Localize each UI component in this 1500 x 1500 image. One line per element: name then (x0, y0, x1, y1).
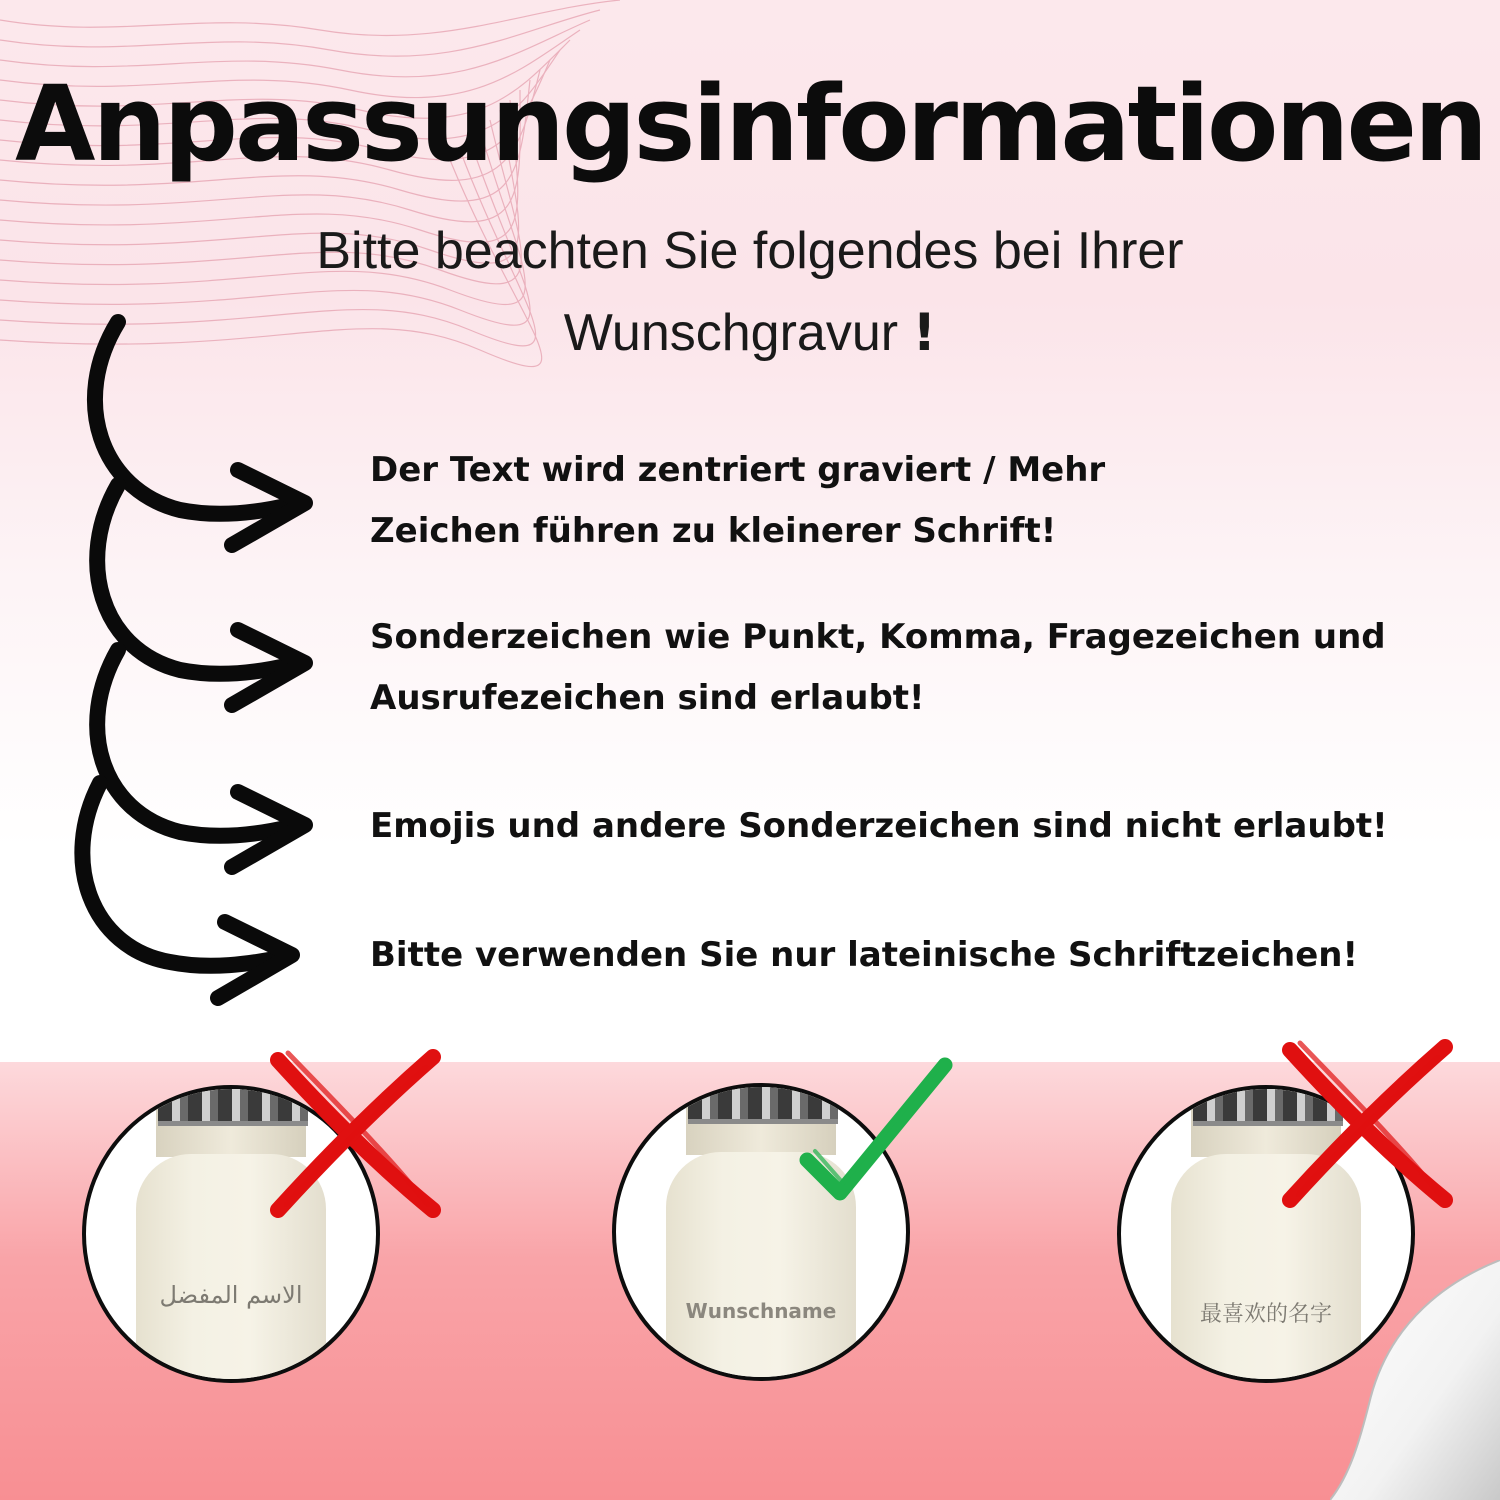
cross-icon (1280, 1035, 1455, 1210)
cross-icon (268, 1045, 443, 1220)
rule-line: Der Text wird zentriert graviert / Mehr (370, 450, 1106, 490)
page-curl-decoration (1330, 1260, 1500, 1500)
curved-arrow-icon (95, 322, 305, 545)
rule-emojis-not-allowed (370, 796, 1450, 857)
engraving-text: 最喜欢的名字 (1199, 1302, 1332, 1327)
exclamation-mark: ! (912, 303, 937, 363)
subtitle (250, 210, 1250, 374)
curved-arrow-icon (82, 783, 292, 998)
subtitle-word: Wunschgravur (563, 304, 899, 362)
subtitle-line-2 (250, 292, 1250, 374)
rule-centered-text (370, 440, 1450, 562)
rule-line: Emojis und andere Sonderzeichen sind nicht erlaubt! (370, 806, 1388, 846)
engraving-text: الاسم المفضل (159, 1281, 303, 1309)
arrows-group (0, 0, 360, 1030)
check-icon (795, 1055, 955, 1205)
rule-line: Bitte verwenden Sie nur lateinische Schriftzeichen! (370, 935, 1358, 975)
engraving-text: Wunschname (685, 1299, 837, 1323)
rule-line: Zeichen führen zu kleinerer Schrift! (370, 511, 1057, 551)
rule-line: Ausrufezeichen sind erlaubt! (370, 678, 925, 718)
rule-latin-only (370, 925, 1450, 986)
rule-special-characters-allowed (370, 607, 1450, 729)
rule-line: Sonderzeichen wie Punkt, Komma, Fragezeichen und (370, 617, 1386, 657)
page-title: Anpassungsinformationen (14, 63, 1486, 185)
subtitle-line-1: Bitte beachten Sie folgendes bei Ihrer (316, 222, 1184, 280)
